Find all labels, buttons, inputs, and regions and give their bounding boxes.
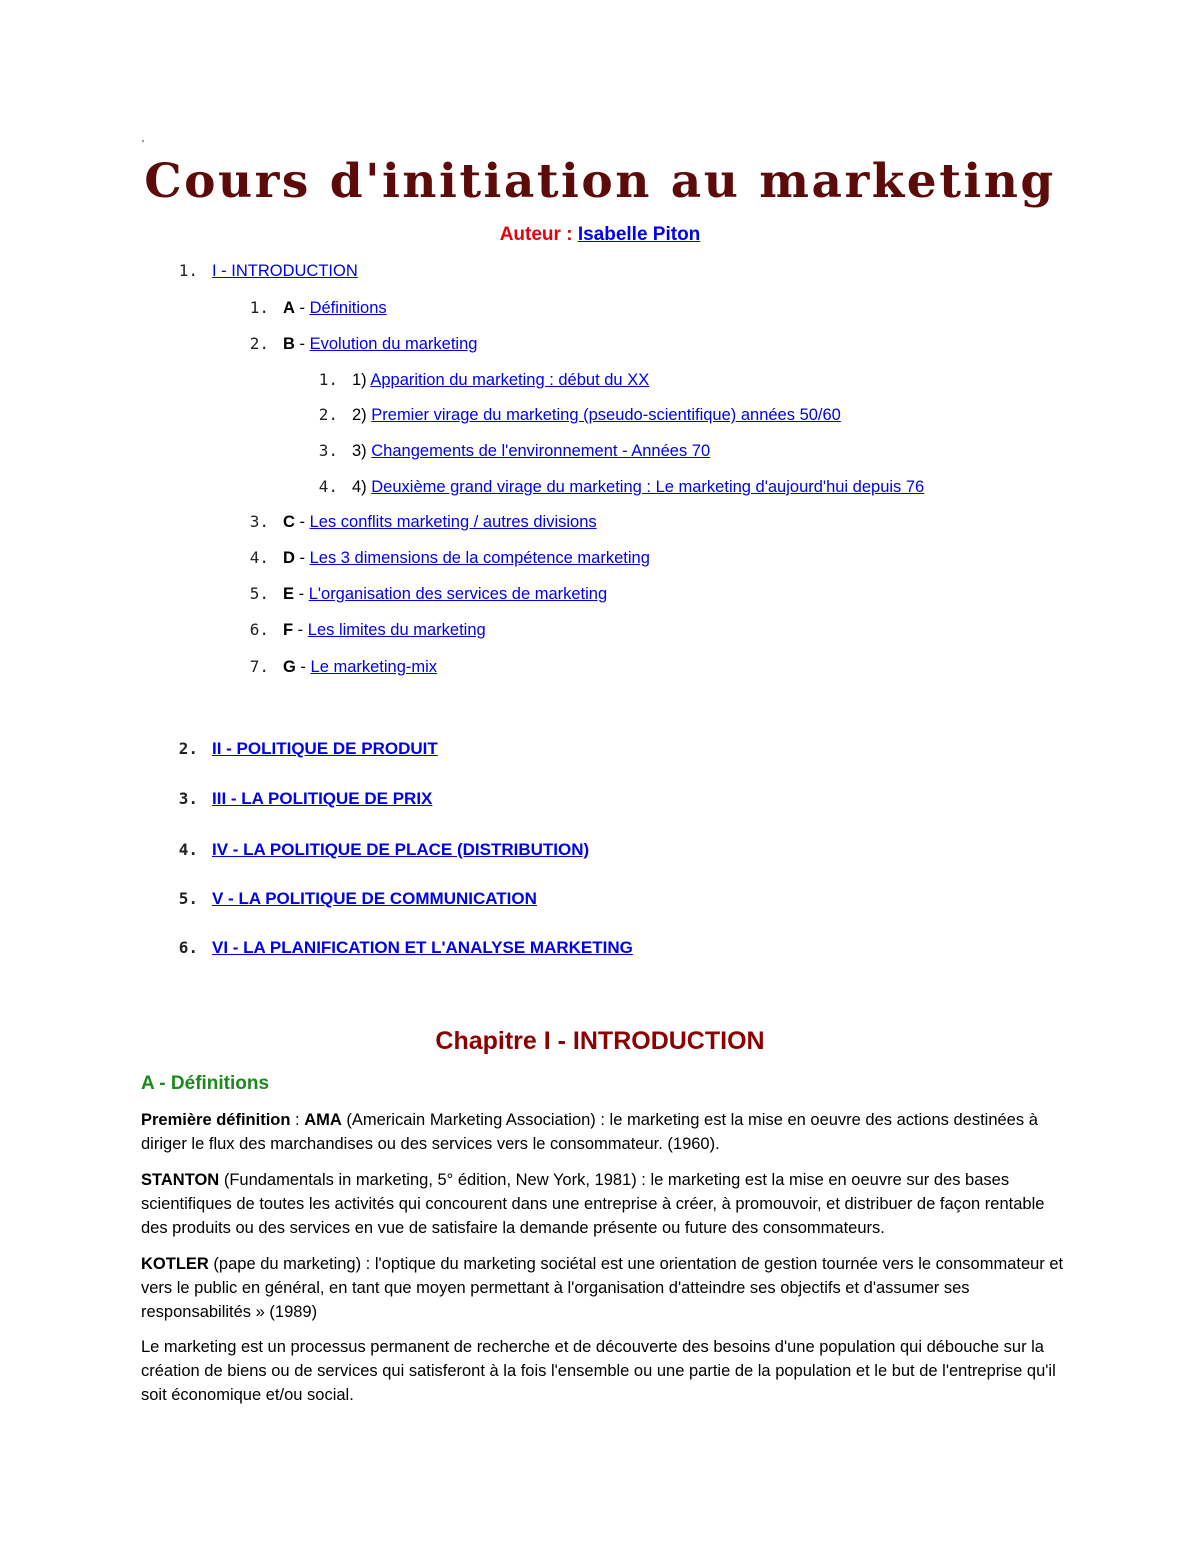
toc-link-premier-virage[interactable]: Premier virage du marketing (pseudo-scientifique) années 50/60 bbox=[371, 406, 841, 424]
toc-number: 1. bbox=[249, 298, 269, 317]
author-label: Auteur : bbox=[499, 224, 573, 245]
toc-number: 5. bbox=[178, 889, 198, 908]
text-run: (pape du marketing) : l'optique du marketing sociétal est une orientation de gestion tournée vers le consommateur et vers le public en général, en tant que moyen permettant à l'organisation d'atteindre ses objectifs et d'assumer ses responsabilités » (1989) bbox=[141, 1255, 1064, 1321]
toc-separator: - bbox=[294, 335, 310, 353]
toc-letter: B bbox=[283, 335, 295, 353]
toc-link-prix[interactable]: III - LA POLITIQUE DE PRIX bbox=[212, 789, 433, 808]
toc-letter: A bbox=[283, 299, 295, 317]
toc-number: 2. bbox=[318, 405, 338, 424]
toc-link-produit[interactable]: II - POLITIQUE DE PRODUIT bbox=[212, 739, 438, 758]
toc-letter: F bbox=[283, 621, 294, 639]
toc-separator: - bbox=[294, 549, 310, 567]
toc-subitem-d bbox=[249, 547, 650, 569]
toc-item-2 bbox=[178, 738, 438, 760]
paragraph-kotler bbox=[141, 1252, 1066, 1324]
toc-number: 1. bbox=[178, 261, 198, 280]
toc-number: 3. bbox=[249, 512, 269, 531]
toc-separator: - bbox=[295, 658, 311, 676]
toc-number: 2. bbox=[249, 334, 269, 353]
toc-number: 1. bbox=[318, 370, 338, 389]
toc-number: 3. bbox=[318, 441, 338, 460]
toc-prefix: 1) bbox=[352, 371, 371, 389]
section-title: A - Définitions bbox=[141, 1073, 270, 1094]
toc-item-1 bbox=[178, 260, 358, 282]
toc-prefix: 2) bbox=[352, 406, 372, 424]
toc-item-4 bbox=[178, 839, 590, 861]
toc-number: 6. bbox=[249, 620, 269, 639]
toc-number: 7. bbox=[249, 657, 269, 676]
toc-number: 4. bbox=[178, 840, 198, 859]
toc-link-introduction[interactable]: I - INTRODUCTION bbox=[212, 262, 358, 280]
toc-number: 5. bbox=[249, 584, 269, 603]
toc-subitem-f bbox=[249, 619, 486, 641]
toc-link-dimensions[interactable]: Les 3 dimensions de la compétence marketing bbox=[309, 549, 650, 567]
toc-subitem-g bbox=[249, 656, 438, 678]
toc-item-6 bbox=[178, 937, 633, 959]
toc-link-organisation[interactable]: L'organisation des services de marketing bbox=[308, 585, 608, 603]
toc-link-evolution[interactable]: Evolution du marketing bbox=[309, 335, 478, 353]
toc-subitem-e bbox=[249, 583, 608, 605]
toc-link-distribution[interactable]: IV - LA POLITIQUE DE PLACE (DISTRIBUTION) bbox=[212, 840, 590, 859]
toc-link-deuxieme-virage[interactable]: Deuxième grand virage du marketing : Le marketing d'aujourd'hui depuis 76 bbox=[371, 478, 925, 496]
author-link[interactable]: Isabelle Piton bbox=[577, 224, 701, 245]
toc-prefix: 3) bbox=[352, 442, 372, 460]
toc-number: 6. bbox=[178, 938, 198, 957]
toc-link-apparition[interactable]: Apparition du marketing : début du XX bbox=[370, 371, 650, 389]
paragraph-ama bbox=[141, 1108, 1066, 1156]
text-run: (Americain Marketing Association) : le marketing est la mise en oeuvre des actions destinées à diriger le flux des marchandises ou des services vers le consommateur. (1960). bbox=[141, 1111, 1038, 1153]
toc-subitem-c bbox=[249, 511, 597, 533]
toc-prefix: 4) bbox=[352, 478, 372, 496]
bold-label: KOTLER bbox=[141, 1255, 209, 1273]
toc-number: 4. bbox=[249, 548, 269, 567]
bold-label: AMA bbox=[304, 1111, 342, 1129]
toc-number: 3. bbox=[178, 789, 198, 808]
bold-label: STANTON bbox=[141, 1171, 220, 1189]
author-line bbox=[0, 222, 1200, 248]
text-run: : bbox=[290, 1111, 305, 1129]
toc-subitem-a bbox=[249, 297, 387, 319]
toc-letter: D bbox=[283, 549, 295, 567]
toc-link-conflits[interactable]: Les conflits marketing / autres divisions bbox=[309, 513, 597, 531]
toc-separator: - bbox=[293, 621, 308, 639]
toc-subsubitem-2 bbox=[318, 404, 841, 426]
toc-number: 2. bbox=[178, 739, 198, 758]
toc-separator: - bbox=[294, 585, 309, 603]
toc-letter: G bbox=[283, 658, 296, 676]
toc-link-changements[interactable]: Changements de l'environnement - Années 70 bbox=[371, 442, 711, 460]
chapter-title: Chapitre I - INTRODUCTION bbox=[435, 1027, 765, 1055]
toc-separator: - bbox=[294, 299, 310, 317]
bold-label: Première définition bbox=[141, 1111, 291, 1129]
toc-subsubitem-1 bbox=[318, 369, 650, 391]
toc-link-communication[interactable]: V - LA POLITIQUE DE COMMUNICATION bbox=[212, 889, 537, 908]
toc-subitem-b bbox=[249, 333, 478, 355]
paragraph-definition: Le marketing est un processus permanent de recherche et de découverte des besoins d'une population qui débouche sur la création de biens ou de services qui satisferont à la fois l'ensemble ou une partie de la population et le but de l'entreprise qu'il soit économique et/ou social. bbox=[141, 1338, 1056, 1404]
toc-subsubitem-3 bbox=[318, 440, 711, 462]
toc-link-planification[interactable]: VI - LA PLANIFICATION ET L'ANALYSE MARKETING bbox=[212, 938, 633, 957]
stray-mark: ' bbox=[142, 139, 144, 150]
toc-letter: C bbox=[283, 513, 295, 531]
toc-link-limites[interactable]: Les limites du marketing bbox=[307, 621, 486, 639]
toc-item-5 bbox=[178, 888, 537, 910]
page-title: Cours d'initiation au marketing bbox=[144, 154, 1056, 209]
toc-item-3 bbox=[178, 788, 433, 810]
toc-link-definitions[interactable]: Définitions bbox=[309, 299, 387, 317]
toc-number: 4. bbox=[318, 477, 338, 496]
toc-letter: E bbox=[283, 585, 295, 603]
toc-separator: - bbox=[294, 513, 310, 531]
text-run: (Fundamentals in marketing, 5° édition, New York, 1981) : le marketing est la mise en oeuvre sur des bases scientifiques de toutes les activités qui concourent dans une entreprise à créer, à promouvoir, et distribuer de façon rentable des produits ou des services en vue de satisfaire la demande présente ou future des consommateurs. bbox=[141, 1171, 1045, 1237]
toc-subsubitem-4 bbox=[318, 476, 925, 498]
paragraph-stanton bbox=[141, 1168, 1066, 1240]
toc-link-marketing-mix[interactable]: Le marketing-mix bbox=[310, 658, 438, 676]
